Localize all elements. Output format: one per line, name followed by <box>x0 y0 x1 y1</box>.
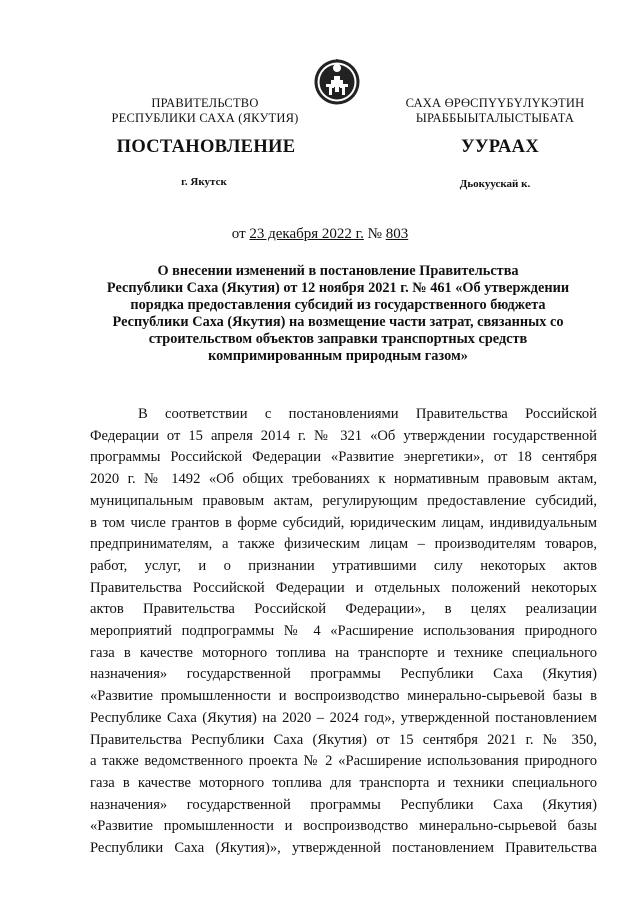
subject-line: О внесении изменений в постановление Правительства <box>157 263 519 279</box>
body-line: 2020 г. № 1492 «Об общих требованиях к нормативным правовым актам, <box>90 471 597 488</box>
decree-number: 803 <box>385 226 409 242</box>
subject-line: Республики Саха (Якутия) от 12 ноября 2021 г. № 461 «Об утверждении <box>106 280 570 296</box>
body-line: Правительства Республики Саха (Якутия) от 15 сентября 2021 г. № 350, <box>90 731 597 748</box>
government-name-ru-line2: РЕСПУБЛИКИ САХА (ЯКУТИЯ) <box>111 111 299 125</box>
subject-line: порядка предоставления субсидий из государственного бюджета <box>130 297 546 313</box>
body-line: мероприятий подпрограммы № 4 «Расширение использования природного <box>90 623 597 640</box>
government-name-ru-line1: ПРАВИТЕЛЬСТВО <box>151 96 259 110</box>
decree-date: 23 декабря 2022 г. <box>249 226 364 242</box>
coat-of-arms-icon <box>313 58 361 106</box>
subject-line: строительством объектов заправки транспортных средств <box>148 331 528 347</box>
body-line: Республике Саха (Якутия) на 2020 – 2024 год», утвержденной постановлением <box>90 709 597 726</box>
government-name-sah-line1: САХА ӨРӨСПҮҮБҮЛҮКЭТИН <box>405 96 585 110</box>
decree-subject <box>88 263 588 365</box>
body-line: «Развитие промышленности и воспроизводство минерально-сырьевой базы <box>90 818 597 835</box>
body-line: муниципальным правовым актам, регулирующим предоставление субсидий, <box>90 492 597 509</box>
government-name-sah-line2: ЫРАББЫЫТАЛЫСТЫБАТА <box>415 111 575 125</box>
city-sah: Дьокуускай к. <box>459 178 531 190</box>
government-name-ru <box>100 96 310 126</box>
subject-line: Республики Саха (Якутия) на возмещение части затрат, связанных со <box>112 314 564 330</box>
body-line: газа в качестве моторного топлива на транспорте и технике специального <box>90 644 597 661</box>
body-line: а также ведомственного проекта № 2 «Расширение использования природного <box>90 753 597 770</box>
body-line: в том числе грантов в форме субсидий, юридическим лицам, индивидуальным <box>90 514 597 531</box>
decree-number-sign: № <box>367 226 382 242</box>
body-line: назначения» государственной программы Республики Саха (Якутия) <box>90 796 597 813</box>
body-line: В соответствии с постановлениями Правительства Российской <box>138 406 597 422</box>
body-line: предпринимателям, а также физическим лицам – производителям товаров, <box>90 536 597 553</box>
body-line: Правительства Российской Федерации и отдельных положений некоторых <box>90 579 597 596</box>
decree-body-text <box>90 404 597 860</box>
body-line: актов Правительства Российской Федерации», в целях реализации <box>90 601 597 618</box>
decree-prefix: от <box>231 226 246 242</box>
body-line: Республики Саха (Якутия)», утвержденной постановлением Правительства <box>90 840 597 857</box>
body-line: Федерации от 15 апреля 2014 г. № 321 «Об утверждении государственной <box>90 427 597 444</box>
subject-line: компримированным природным газом» <box>208 348 468 364</box>
decree-date-number <box>0 226 640 243</box>
government-name-sah <box>385 96 605 126</box>
body-line: работ, услуг, и о признании утратившими силу некоторых актов <box>90 557 597 574</box>
body-line: газа в качестве моторного топлива для транспорта и техники специального <box>90 774 597 791</box>
document-type-sah: УУРААХ <box>461 137 539 157</box>
body-line: «Развитие промышленности и воспроизводство минерально-сырьевой базы в <box>90 688 597 705</box>
body-line: назначения» государственной программы Республики Саха (Якутия) <box>90 666 597 683</box>
city-ru: г. Якутск <box>181 176 227 188</box>
body-line: программы Российской Федерации «Развитие энергетики», от 18 сентября <box>90 449 597 466</box>
document-type-ru: ПОСТАНОВЛЕНИЕ <box>116 137 296 157</box>
